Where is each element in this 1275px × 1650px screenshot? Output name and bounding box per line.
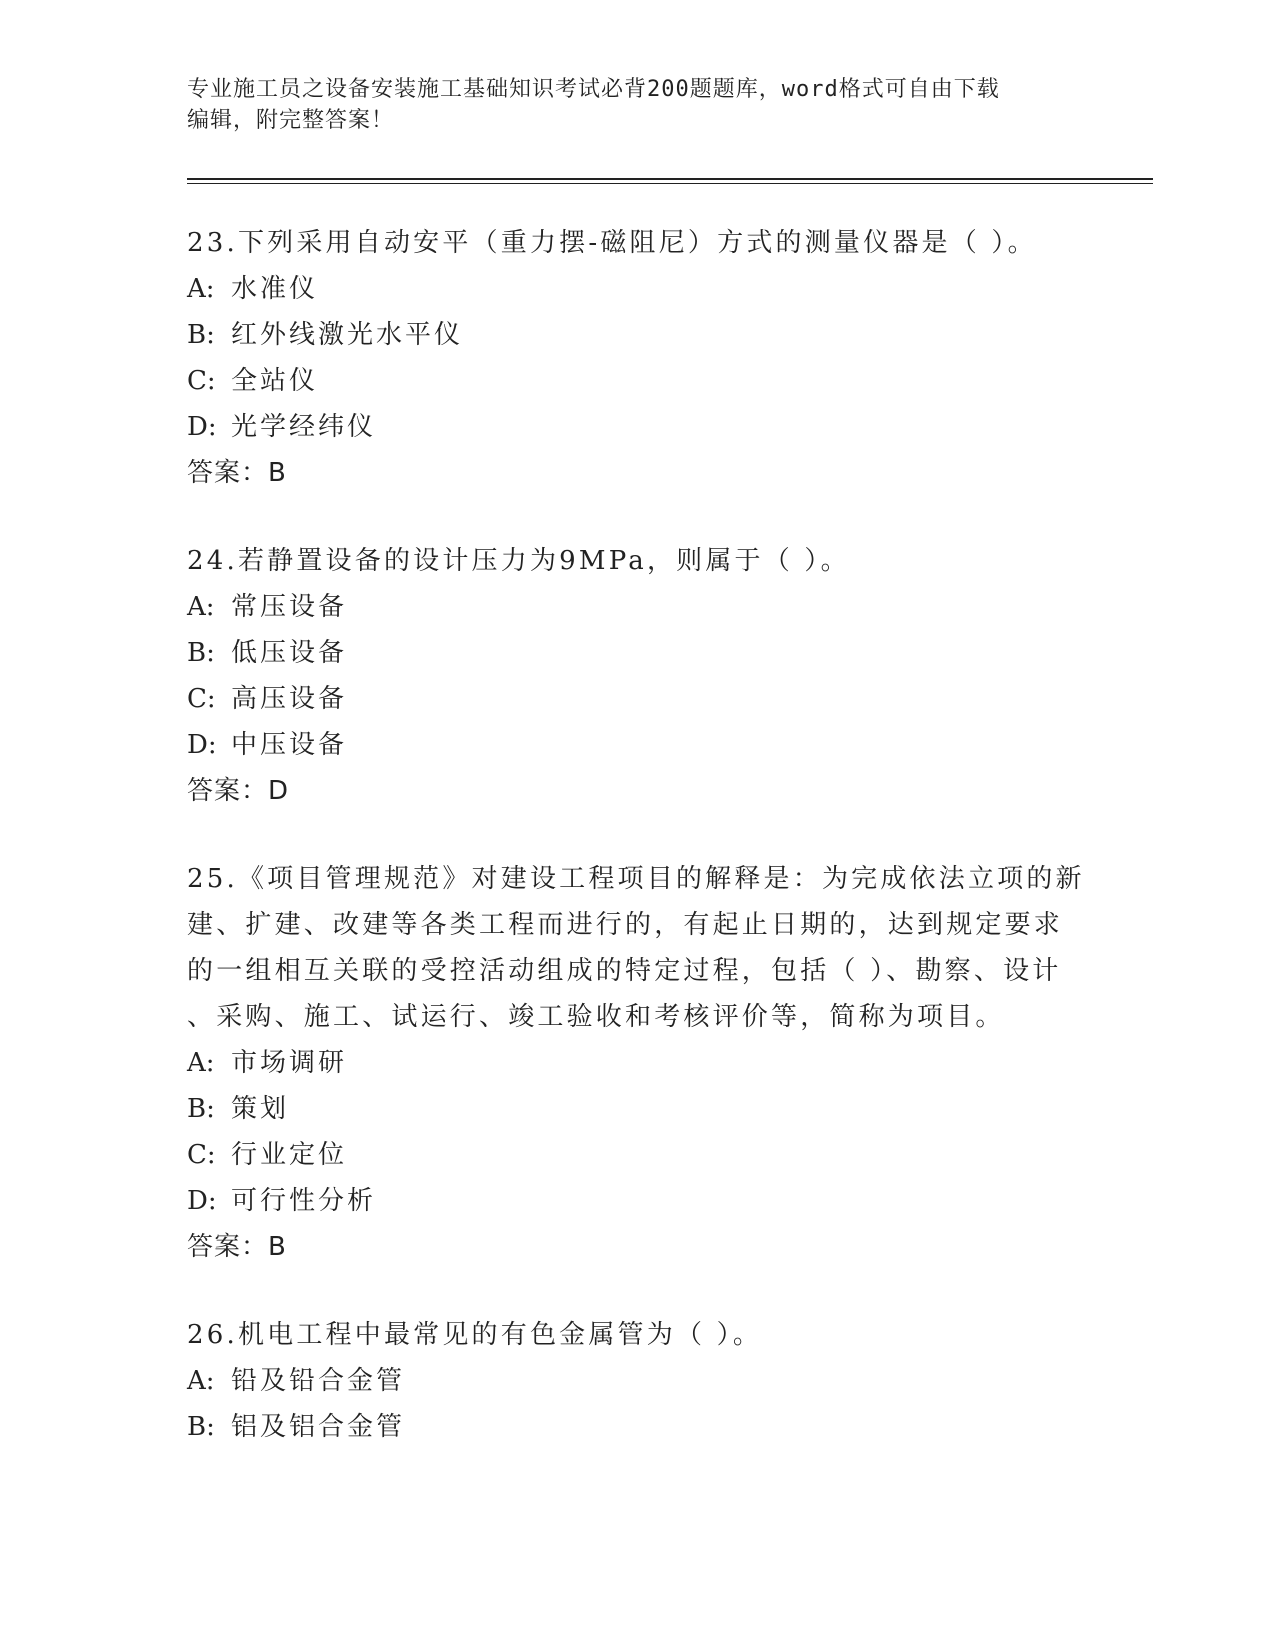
option-letter: A: — [187, 1366, 215, 1396]
option-letter: C: — [187, 684, 216, 714]
option-a — [187, 266, 1087, 312]
option-text: 可行性分析 — [231, 1186, 377, 1216]
option-text: 行业定位 — [231, 1140, 348, 1170]
question-stem: 26.机电工程中最常见的有色金属管为（ ）。 — [187, 1320, 763, 1350]
question-stem-line-2: 建、扩建、改建等各类工程而进行的，有起止日期的，达到规定要求 — [187, 910, 1064, 940]
question-stem-line-3: 的一组相互关联的受控活动组成的特定过程，包括（ ）、勘察、设计 — [187, 956, 1062, 986]
question-23 — [187, 220, 1087, 496]
option-letter: C: — [187, 1140, 216, 1170]
question-26 — [187, 1312, 1087, 1450]
question-25 — [187, 856, 1087, 1270]
option-letter: D: — [187, 412, 217, 442]
option-text: 低压设备 — [231, 638, 348, 668]
option-d — [187, 1178, 1087, 1224]
header-divider-thin — [187, 183, 1153, 184]
header-title-line-2: 编辑，附完整答案！ — [187, 108, 395, 133]
answer-line: 答案：B — [187, 458, 287, 488]
option-c — [187, 358, 1087, 404]
option-letter: A: — [187, 274, 215, 304]
question-stem: 23.下列采用自动安平（重力摆-磁阻尼）方式的测量仪器是（ ）。 — [187, 228, 1037, 258]
question-24 — [187, 538, 1087, 814]
question-stem-line-4: 、采购、施工、试运行、竣工验收和考核评价等，简称为项目。 — [187, 1002, 1005, 1032]
option-c — [187, 1132, 1087, 1178]
question-stem-line-1: 25.《项目管理规范》对建设工程项目的解释是：为完成依法立项的新 — [187, 864, 1085, 894]
question-stem: 24.若静置设备的设计压力为9MPa，则属于（ ）。 — [187, 546, 850, 576]
option-text: 策划 — [231, 1094, 290, 1124]
option-letter: D: — [187, 1186, 217, 1216]
option-text: 高压设备 — [231, 684, 348, 714]
option-letter: D: — [187, 730, 217, 760]
option-letter: B: — [187, 1412, 215, 1442]
option-a — [187, 584, 1087, 630]
option-text: 水准仪 — [231, 274, 319, 304]
option-d — [187, 404, 1087, 450]
option-text: 市场调研 — [231, 1048, 348, 1078]
option-letter: B: — [187, 320, 215, 350]
option-c — [187, 676, 1087, 722]
option-text: 常压设备 — [231, 592, 348, 622]
option-letter: A: — [187, 1048, 215, 1078]
answer-line: 答案：B — [187, 1232, 287, 1262]
option-letter: B: — [187, 1094, 215, 1124]
header-title-line-1: 专业施工员之设备安装施工基础知识考试必背200题题库，word格式可自由下载 — [187, 77, 1000, 102]
option-letter: A: — [187, 592, 215, 622]
header-divider-thick — [187, 178, 1153, 180]
option-text: 红外线激光水平仪 — [231, 320, 464, 350]
option-b — [187, 1086, 1087, 1132]
option-b — [187, 1404, 1087, 1450]
option-letter: B: — [187, 638, 215, 668]
option-letter: C: — [187, 366, 216, 396]
option-b — [187, 312, 1087, 358]
option-text: 中压设备 — [231, 730, 348, 760]
option-text: 全站仪 — [231, 366, 319, 396]
option-text: 铅及铅合金管 — [231, 1366, 406, 1396]
option-text: 铝及铝合金管 — [231, 1412, 406, 1442]
option-a — [187, 1358, 1087, 1404]
option-text: 光学经纬仪 — [231, 412, 377, 442]
option-a — [187, 1040, 1087, 1086]
answer-line: 答案：D — [187, 776, 290, 806]
document-header — [187, 74, 1067, 136]
option-d — [187, 722, 1087, 768]
option-b — [187, 630, 1087, 676]
